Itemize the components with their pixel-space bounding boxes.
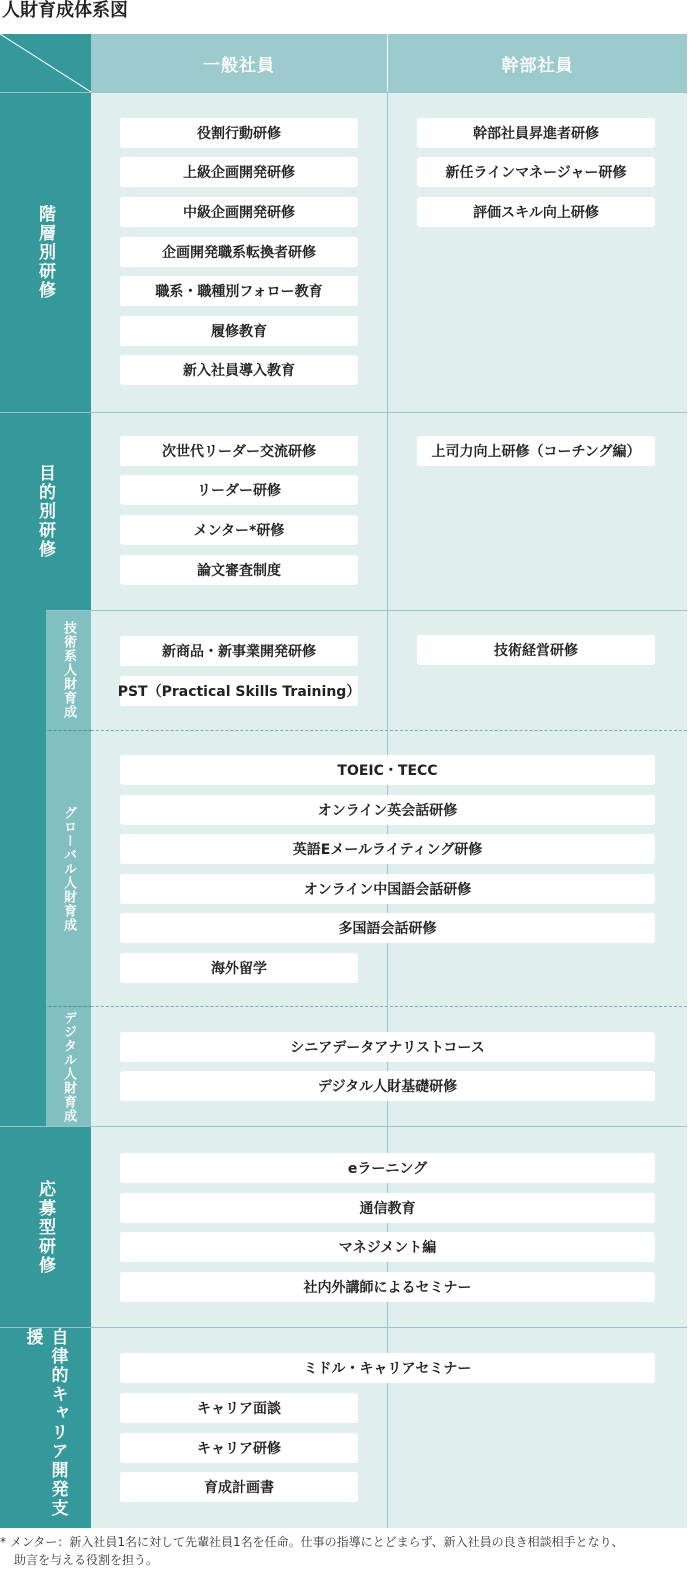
training-item: 海外留学 — [120, 953, 358, 983]
row-divider — [0, 412, 687, 413]
training-item: eラーニング — [120, 1153, 655, 1183]
training-item: 英語Eメールライティング研修 — [120, 834, 655, 864]
training-item: オンライン中国語会話研修 — [120, 874, 655, 904]
subsection-tech — [46, 610, 91, 730]
subsection-global — [46, 731, 91, 1006]
section-hierarchy-label: 階層別研修 — [35, 204, 55, 300]
training-item: 中級企画開発研修 — [120, 197, 358, 227]
training-item: 多国語会話研修 — [120, 913, 655, 943]
subsection-digital-label: デジタル人財育成 — [61, 1010, 76, 1123]
training-item: 幹部社員昇進者研修 — [417, 118, 655, 148]
header-corner — [0, 34, 91, 92]
training-item: PST（Practical Skills Training） — [120, 676, 358, 706]
subsection-global-label: グローバル人財育成 — [61, 805, 76, 932]
training-item: 評価スキル向上研修 — [417, 197, 655, 227]
dashed-divider — [46, 1006, 687, 1007]
section-career — [0, 1328, 91, 1528]
training-item: 上級企画開発研修 — [120, 157, 358, 187]
training-item: 上司力向上研修（コーチング編） — [417, 436, 655, 466]
training-item: 役割行動研修 — [120, 118, 358, 148]
training-item: TOEIC・TECC — [120, 755, 655, 785]
section-applied-label: 応募型研修 — [35, 1179, 55, 1275]
section-hierarchy — [0, 92, 91, 412]
column-header-general: 一般社員 — [91, 34, 387, 92]
training-item: 論文審査制度 — [120, 555, 358, 585]
training-item: 企画開発職系転換者研修 — [120, 237, 358, 267]
training-item: オンライン英会話研修 — [120, 795, 655, 825]
footnote-line: 助言を与える役割を担う。 — [14, 1553, 159, 1567]
page-title: 人財育成体系図 — [2, 0, 128, 21]
training-item: ミドル・キャリアセミナー — [120, 1353, 655, 1383]
training-item: デジタル人財基礎研修 — [120, 1071, 655, 1101]
footnote — [0, 1533, 691, 1569]
row-divider — [0, 1126, 687, 1127]
training-item: 育成計画書 — [120, 1472, 358, 1502]
row-divider — [0, 92, 687, 93]
column-header-executive: 幹部社員 — [388, 34, 687, 92]
training-item: メンター*研修 — [120, 515, 358, 545]
subsection-tech-label: 技術系人財育成 — [61, 621, 76, 719]
subsection-digital — [46, 1007, 91, 1126]
section-purpose-label: 目的別研修 — [35, 463, 55, 559]
training-item: 職系・職種別フォロー教育 — [120, 276, 358, 306]
row-divider — [0, 1327, 687, 1328]
training-item: 新入社員導入教育 — [120, 355, 358, 385]
training-item: キャリア面談 — [120, 1393, 358, 1423]
training-item: シニアデータアナリストコース — [120, 1032, 655, 1062]
training-item: 技術経営研修 — [417, 635, 655, 665]
training-item: 新商品・新事業開発研修 — [120, 636, 358, 666]
training-item: 次世代リーダー交流研修 — [120, 436, 358, 466]
training-item: 新任ラインマネージャー研修 — [417, 157, 655, 187]
training-item: 通信教育 — [120, 1193, 655, 1223]
section-applied — [0, 1127, 91, 1327]
row-divider — [46, 610, 687, 611]
training-item: リーダー研修 — [120, 475, 358, 505]
section-career-label: 自律的キャリア開発支援 — [22, 1328, 68, 1518]
training-item: キャリア研修 — [120, 1433, 358, 1463]
training-item: 履修教育 — [120, 316, 358, 346]
footnote-line: * メンター：新入社員1名に対して先輩社員1名を任命。仕事の指導にとどまらず、新入社員の良き相談相手となり、 — [0, 1535, 624, 1549]
training-item: 社内外講師によるセミナー — [120, 1272, 655, 1302]
dashed-divider — [46, 730, 687, 731]
training-item: マネジメント編 — [120, 1232, 655, 1262]
